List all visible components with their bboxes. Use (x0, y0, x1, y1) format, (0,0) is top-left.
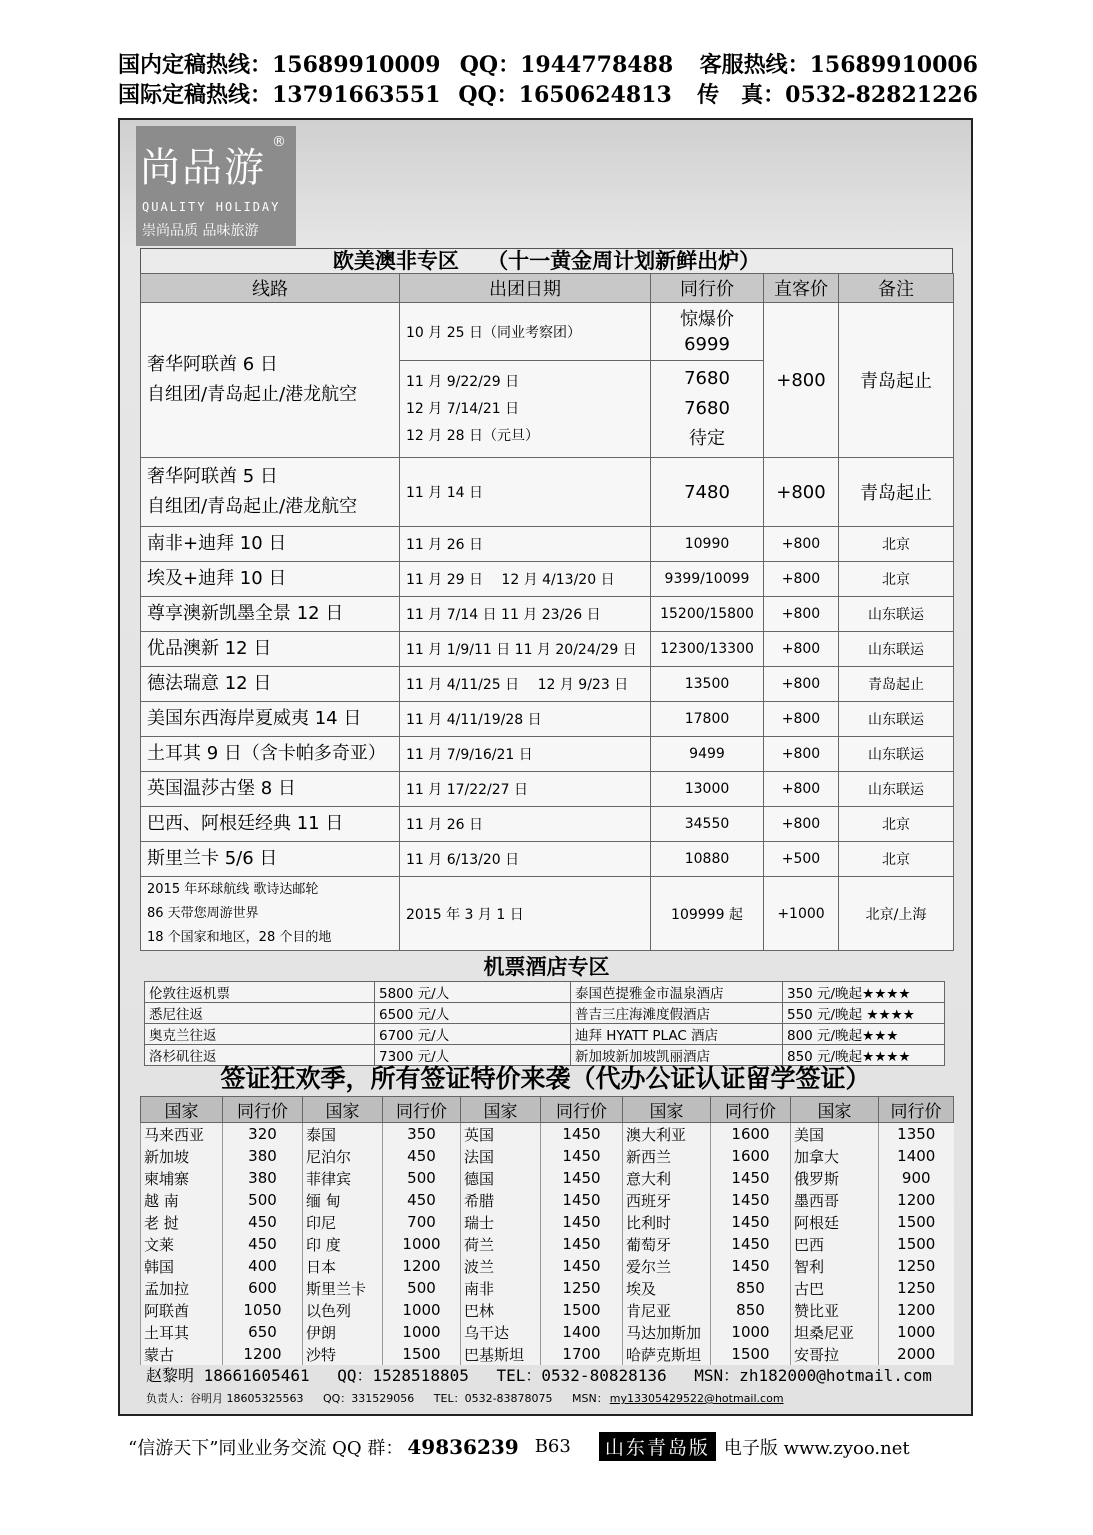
price-label: 惊爆价 (680, 308, 734, 330)
country-cell: 英国 (461, 1123, 541, 1146)
ad-frame (118, 118, 973, 1416)
country-cell: 尼泊尔 (303, 1145, 383, 1167)
country-cell: 赞比亚 (791, 1299, 879, 1321)
country-cell: 蒙古 (141, 1343, 223, 1365)
ticket-price-cell: 5800 元/人 (375, 982, 571, 1003)
visa-price-cell: 1450 (541, 1123, 623, 1146)
price-value: 6999 (684, 333, 730, 355)
country-cell: 瑞士 (461, 1211, 541, 1233)
country-cell: 新西兰 (623, 1145, 711, 1167)
route-detail: 自组团/青岛起止/港龙航空 (147, 384, 358, 405)
visa-table (140, 1096, 954, 1365)
table-row (141, 1167, 954, 1189)
country-cell: 缅 甸 (303, 1189, 383, 1211)
visa-price-cell: 650 (223, 1321, 303, 1343)
footer-qq-group: 49836239 (407, 1434, 519, 1459)
route-cell: 巴西、阿根廷经典 11 日 (141, 807, 400, 842)
country-cell: 波兰 (461, 1255, 541, 1277)
visa-price-cell: 1250 (879, 1255, 954, 1277)
ticket-cell: 悉尼往返 (145, 1003, 375, 1024)
table-row (141, 807, 954, 842)
visa-price-cell: 1400 (879, 1145, 954, 1167)
ticket-hotel-title: 机票酒店专区 (483, 954, 610, 979)
intl-hotline: 国际定稿热线：13791663551 (118, 82, 441, 108)
visa-price-cell: 1500 (541, 1299, 623, 1321)
price-cell: 34550 (651, 807, 764, 842)
visa-price-cell: 1450 (541, 1189, 623, 1211)
table-row (141, 1123, 954, 1146)
table-row (145, 982, 945, 1003)
header-trade-price: 同行价 (651, 274, 764, 303)
date-cell: 11 月 26 日 (400, 807, 651, 842)
visa-price-cell: 400 (223, 1255, 303, 1277)
visa-header-row (141, 1097, 954, 1123)
header-country: 国家 (141, 1097, 223, 1123)
header-note: 备注 (839, 274, 954, 303)
country-cell: 德国 (461, 1167, 541, 1189)
route-name: 奢华阿联酋 5 日 (147, 466, 278, 487)
price-line: 待定 (689, 428, 725, 449)
country-cell: 柬埔寨 (141, 1167, 223, 1189)
intl-qq: QQ：1650624813 (458, 82, 672, 108)
website-link[interactable]: 电子版 www.zyoo.net (723, 1437, 910, 1459)
contact-tel: TEL：0532-80828136 (496, 1366, 667, 1385)
country-cell: 伊朗 (303, 1321, 383, 1343)
country-cell: 希腊 (461, 1189, 541, 1211)
country-cell: 肯尼亚 (623, 1299, 711, 1321)
note-cell: 北京 (839, 562, 954, 597)
price-cell: 17800 (651, 702, 764, 737)
table-row (141, 877, 954, 951)
country-cell: 阿联酋 (141, 1299, 223, 1321)
table-row (145, 1024, 945, 1045)
visa-price-cell: 1600 (711, 1123, 791, 1146)
date-cell: 11 月 14 日 (400, 458, 651, 527)
visa-price-cell: 1500 (879, 1233, 954, 1255)
country-cell: 乌干达 (461, 1321, 541, 1343)
logo-name: 尚品游 (140, 145, 266, 191)
price-cell: 15200/15800 (651, 597, 764, 632)
price-cell (651, 361, 764, 458)
price-cell: 9499 (651, 737, 764, 772)
country-cell: 哈萨克斯坦 (623, 1343, 711, 1365)
country-cell: 越 南 (141, 1189, 223, 1211)
hotel-price-cell: 800 元/晚起★★★ (783, 1024, 945, 1045)
date-cell: 2015 年 3 月 1 日 (400, 877, 651, 951)
visa-price-cell: 1200 (383, 1255, 461, 1277)
note-cell: 青岛起止 (839, 458, 954, 527)
header-route: 线路 (141, 274, 400, 303)
price-cell: 9399/10099 (651, 562, 764, 597)
domestic-hotline: 国内定稿热线：15689910009 (118, 52, 441, 78)
tour-section-title: 欧美澳非专区 （十一黄金周计划新鲜出炉） (140, 248, 953, 273)
country-cell: 加拿大 (791, 1145, 879, 1167)
country-cell: 巴基斯坦 (461, 1343, 541, 1365)
contact-qq: QQ：1528518805 (337, 1366, 469, 1385)
table-row (141, 1233, 954, 1255)
table-row (141, 772, 954, 807)
domestic-qq: QQ：1944778488 (459, 52, 674, 78)
route-cell: 美国东西海岸夏威夷 14 日 (141, 702, 400, 737)
responsible-line (146, 1390, 800, 1406)
ticket-hotel-table (144, 981, 945, 1066)
table-row (141, 303, 954, 361)
table-row (141, 1145, 954, 1167)
ticket-price-cell: 6700 元/人 (375, 1024, 571, 1045)
header-date: 出团日期 (400, 274, 651, 303)
ticket-cell: 奥克兰往返 (145, 1024, 375, 1045)
route-cell: 英国温莎古堡 8 日 (141, 772, 400, 807)
route-line: 86 天带您周游世界 (147, 905, 259, 921)
table-row (141, 737, 954, 772)
fax: 传 真：0532-82821226 (697, 82, 978, 108)
country-cell: 法国 (461, 1145, 541, 1167)
contact-name: 赵黎明 18661605461 (146, 1366, 310, 1385)
country-cell: 荷兰 (461, 1233, 541, 1255)
visa-price-cell: 500 (383, 1167, 461, 1189)
logo-english: QUALITY HOLIDAY (142, 200, 281, 214)
note-cell: 青岛起止 (839, 667, 954, 702)
visa-price-cell: 380 (223, 1167, 303, 1189)
edition-badge: 山东青岛版 (599, 1432, 716, 1461)
country-cell: 巴西 (791, 1233, 879, 1255)
visa-price-cell: 850 (711, 1299, 791, 1321)
country-cell: 南非 (461, 1277, 541, 1299)
visa-price-cell: 1000 (383, 1233, 461, 1255)
price-line: 7680 (684, 398, 730, 419)
footer (128, 1432, 973, 1461)
country-cell: 菲律宾 (303, 1167, 383, 1189)
table-row (141, 458, 954, 527)
header-trade-price: 同行价 (541, 1097, 623, 1123)
country-cell: 文莱 (141, 1233, 223, 1255)
direct-price-cell: +800 (764, 702, 839, 737)
date-cell: 11 月 1/9/11 日 11 月 20/24/29 日 (400, 632, 651, 667)
visa-price-cell: 1450 (541, 1167, 623, 1189)
visa-price-cell: 1350 (879, 1123, 954, 1146)
route-detail: 自组团/青岛起止/港龙航空 (147, 496, 358, 517)
visa-price-cell: 1450 (541, 1211, 623, 1233)
price-cell: 12300/13300 (651, 632, 764, 667)
visa-price-cell: 1000 (711, 1321, 791, 1343)
direct-price-cell: +500 (764, 842, 839, 877)
visa-price-cell: 1450 (711, 1211, 791, 1233)
brand-logo (136, 126, 296, 246)
table-row (141, 1277, 954, 1299)
visa-price-cell: 450 (223, 1211, 303, 1233)
country-cell: 土耳其 (141, 1321, 223, 1343)
visa-price-cell: 320 (223, 1123, 303, 1146)
direct-price-cell: +800 (764, 562, 839, 597)
table-row (141, 667, 954, 702)
date-cell: 11 月 4/11/25 日 12 月 9/23 日 (400, 667, 651, 702)
table-row (141, 702, 954, 737)
direct-price-cell: +1000 (764, 877, 839, 951)
hotline-row (118, 80, 978, 110)
direct-price-cell: +800 (764, 527, 839, 562)
country-cell: 澳大利亚 (623, 1123, 711, 1146)
note-cell: 山东联运 (839, 737, 954, 772)
visa-price-cell: 350 (383, 1123, 461, 1146)
direct-price-cell: +800 (764, 667, 839, 702)
note-cell: 山东联运 (839, 772, 954, 807)
table-row (141, 632, 954, 667)
price-cell: 10880 (651, 842, 764, 877)
country-cell: 埃及 (623, 1277, 711, 1299)
route-name: 奢华阿联酋 6 日 (147, 354, 278, 375)
logo-slogan: 崇尚品质 品味旅游 (142, 223, 259, 239)
direct-price-cell: +800 (764, 737, 839, 772)
date-cell (400, 361, 651, 458)
visa-price-cell: 450 (383, 1189, 461, 1211)
country-cell: 斯里兰卡 (303, 1277, 383, 1299)
responsible-tel: TEL：0532-83878075 (433, 1392, 553, 1405)
table-row (141, 842, 954, 877)
hotel-price-cell: 350 元/晚起★★★★ (783, 982, 945, 1003)
visa-price-cell: 1500 (383, 1343, 461, 1365)
ticket-price-cell: 7300 元/人 (375, 1045, 571, 1066)
direct-price-cell: +800 (764, 303, 839, 458)
direct-price-cell: +800 (764, 772, 839, 807)
hotel-cell: 新加坡新加坡凯丽酒店 (571, 1045, 783, 1066)
country-cell: 印 度 (303, 1233, 383, 1255)
footer-text: “信游天下”同业业务交流 QQ 群： (128, 1437, 404, 1459)
table-row (141, 1299, 954, 1321)
route-line: 2015 年环球航线 歌诗达邮轮 (147, 881, 319, 897)
visa-price-cell: 450 (223, 1233, 303, 1255)
header-trade-price: 同行价 (383, 1097, 461, 1123)
hotlines (118, 50, 978, 110)
country-cell: 日本 (303, 1255, 383, 1277)
visa-price-cell: 1450 (711, 1189, 791, 1211)
country-cell: 孟加拉 (141, 1277, 223, 1299)
hotel-cell: 普吉三庄海滩度假酒店 (571, 1003, 783, 1024)
price-cell: 7480 (651, 458, 764, 527)
contact-msn: MSN：zh182000@hotmail.com (694, 1366, 932, 1385)
visa-price-cell: 1500 (711, 1343, 791, 1365)
responsible-msn-link[interactable]: my13305429522@hotmail.com (609, 1392, 784, 1405)
note-cell: 北京 (839, 807, 954, 842)
table-row (141, 597, 954, 632)
route-cell: 土耳其 9 日（含卡帕多奇亚） (141, 737, 400, 772)
visa-banner: 签证狂欢季，所有签证特价来袭（代办公证认证留学签证） (220, 1064, 871, 1093)
table-row (141, 1321, 954, 1343)
note-cell: 山东联运 (839, 632, 954, 667)
route-cell: 尊享澳新凯墨全景 12 日 (141, 597, 400, 632)
visa-price-cell: 380 (223, 1145, 303, 1167)
date-cell: 11 月 17/22/27 日 (400, 772, 651, 807)
visa-price-cell: 1450 (541, 1145, 623, 1167)
date-cell: 11 月 7/9/16/21 日 (400, 737, 651, 772)
visa-price-cell: 850 (711, 1277, 791, 1299)
country-cell: 意大利 (623, 1167, 711, 1189)
tour-section (140, 248, 953, 951)
country-cell: 墨西哥 (791, 1189, 879, 1211)
header-trade-price: 同行价 (879, 1097, 954, 1123)
header-country: 国家 (461, 1097, 541, 1123)
visa-price-cell: 1200 (879, 1189, 954, 1211)
route-cell (141, 303, 400, 458)
hotline-row (118, 50, 978, 80)
contact-line (146, 1363, 950, 1386)
hotel-cell: 迪拜 HYATT PLAC 酒店 (571, 1024, 783, 1045)
country-cell: 葡萄牙 (623, 1233, 711, 1255)
country-cell: 印尼 (303, 1211, 383, 1233)
visa-price-cell: 500 (223, 1189, 303, 1211)
country-cell: 泰国 (303, 1123, 383, 1146)
route-cell (141, 877, 400, 951)
country-cell: 爱尔兰 (623, 1255, 711, 1277)
date-cell: 10 月 25 日（同业考察团） (400, 303, 651, 361)
note-cell: 青岛起止 (839, 303, 954, 458)
table-row (141, 527, 954, 562)
direct-price-cell: +800 (764, 807, 839, 842)
visa-price-cell: 1450 (541, 1233, 623, 1255)
direct-price-cell: +800 (764, 632, 839, 667)
page-code: B63 (534, 1436, 571, 1457)
header-country: 国家 (791, 1097, 879, 1123)
date-cell: 11 月 4/11/19/28 日 (400, 702, 651, 737)
table-row (141, 1255, 954, 1277)
table-row (141, 1343, 954, 1365)
route-line: 18 个国家和地区，28 个目的地 (147, 929, 332, 945)
country-cell: 老 挝 (141, 1211, 223, 1233)
price-cell: 13000 (651, 772, 764, 807)
route-cell: 埃及+迪拜 10 日 (141, 562, 400, 597)
direct-price-cell: +800 (764, 597, 839, 632)
responsible-name: 负责人：谷明月 18605325563 (146, 1392, 304, 1405)
route-cell: 南非+迪拜 10 日 (141, 527, 400, 562)
registered-mark: ® (272, 134, 286, 150)
visa-price-cell: 1000 (383, 1299, 461, 1321)
visa-price-cell: 600 (223, 1277, 303, 1299)
table-row (141, 1189, 954, 1211)
visa-price-cell: 1000 (879, 1321, 954, 1343)
date-line: 11 月 9/22/29 日 (406, 373, 520, 390)
country-cell: 坦桑尼亚 (791, 1321, 879, 1343)
country-cell: 安哥拉 (791, 1343, 879, 1365)
service-hotline: 客服热线：15689910006 (699, 52, 978, 78)
date-line: 12 月 28 日（元旦） (406, 427, 539, 444)
note-cell: 北京/上海 (839, 877, 954, 951)
header-trade-price: 同行价 (223, 1097, 303, 1123)
country-cell: 马达加斯加 (623, 1321, 711, 1343)
hotel-cell: 泰国芭提雅金市温泉酒店 (571, 982, 783, 1003)
visa-price-cell: 1450 (711, 1233, 791, 1255)
price-line: 7680 (684, 368, 730, 389)
route-cell: 优品澳新 12 日 (141, 632, 400, 667)
country-cell: 巴林 (461, 1299, 541, 1321)
visa-price-cell: 1200 (223, 1343, 303, 1365)
tour-header-row (141, 274, 954, 303)
route-cell: 德法瑞意 12 日 (141, 667, 400, 702)
visa-price-cell: 1700 (541, 1343, 623, 1365)
visa-price-cell: 1250 (879, 1277, 954, 1299)
visa-price-cell: 2000 (879, 1343, 954, 1365)
country-cell: 马来西亚 (141, 1123, 223, 1146)
route-cell (141, 458, 400, 527)
visa-price-cell: 450 (383, 1145, 461, 1167)
country-cell: 美国 (791, 1123, 879, 1146)
date-cell: 11 月 29 日 12 月 4/13/20 日 (400, 562, 651, 597)
country-cell: 新加坡 (141, 1145, 223, 1167)
date-cell: 11 月 6/13/20 日 (400, 842, 651, 877)
ticket-price-cell: 6500 元/人 (375, 1003, 571, 1024)
ticket-cell: 洛杉矶往返 (145, 1045, 375, 1066)
visa-price-cell: 1250 (541, 1277, 623, 1299)
note-cell: 北京 (839, 527, 954, 562)
hotel-price-cell: 850 元/晚起★★★★ (783, 1045, 945, 1066)
table-row (145, 1003, 945, 1024)
direct-price-cell: +800 (764, 458, 839, 527)
visa-price-cell: 1450 (711, 1167, 791, 1189)
note-cell: 北京 (839, 842, 954, 877)
header-country: 国家 (303, 1097, 383, 1123)
country-cell: 阿根廷 (791, 1211, 879, 1233)
country-cell: 沙特 (303, 1343, 383, 1365)
visa-price-cell: 1450 (541, 1255, 623, 1277)
country-cell: 比利时 (623, 1211, 711, 1233)
visa-price-cell: 1400 (541, 1321, 623, 1343)
country-cell: 西班牙 (623, 1189, 711, 1211)
country-cell: 俄罗斯 (791, 1167, 879, 1189)
responsible-qq: QQ：331529056 (322, 1392, 415, 1405)
note-cell: 山东联运 (839, 702, 954, 737)
visa-price-cell: 1200 (879, 1299, 954, 1321)
header-trade-price: 同行价 (711, 1097, 791, 1123)
country-cell: 以色列 (303, 1299, 383, 1321)
visa-price-cell: 900 (879, 1167, 954, 1189)
visa-price-cell: 500 (383, 1277, 461, 1299)
price-cell (651, 303, 764, 361)
date-cell: 11 月 26 日 (400, 527, 651, 562)
country-cell: 古巴 (791, 1277, 879, 1299)
tour-table (140, 273, 954, 951)
price-cell: 109999 起 (651, 877, 764, 951)
table-row (141, 1211, 954, 1233)
visa-price-cell: 1500 (879, 1211, 954, 1233)
date-cell: 11 月 7/14 日 11 月 23/26 日 (400, 597, 651, 632)
visa-price-cell: 1050 (223, 1299, 303, 1321)
country-cell: 韩国 (141, 1255, 223, 1277)
price-cell: 13500 (651, 667, 764, 702)
visa-price-cell: 1000 (383, 1321, 461, 1343)
header-direct-price: 直客价 (764, 274, 839, 303)
table-row (141, 562, 954, 597)
responsible-msn-label: MSN： (572, 1392, 608, 1405)
visa-price-cell: 700 (383, 1211, 461, 1233)
hotel-price-cell: 550 元/晚起 ★★★★ (783, 1003, 945, 1024)
route-cell: 斯里兰卡 5/6 日 (141, 842, 400, 877)
visa-price-cell: 1600 (711, 1145, 791, 1167)
header-country: 国家 (623, 1097, 711, 1123)
price-cell: 10990 (651, 527, 764, 562)
visa-price-cell: 1450 (711, 1255, 791, 1277)
date-line: 12 月 7/14/21 日 (406, 400, 520, 417)
note-cell: 山东联运 (839, 597, 954, 632)
ticket-cell: 伦敦往返机票 (145, 982, 375, 1003)
country-cell: 智利 (791, 1255, 879, 1277)
